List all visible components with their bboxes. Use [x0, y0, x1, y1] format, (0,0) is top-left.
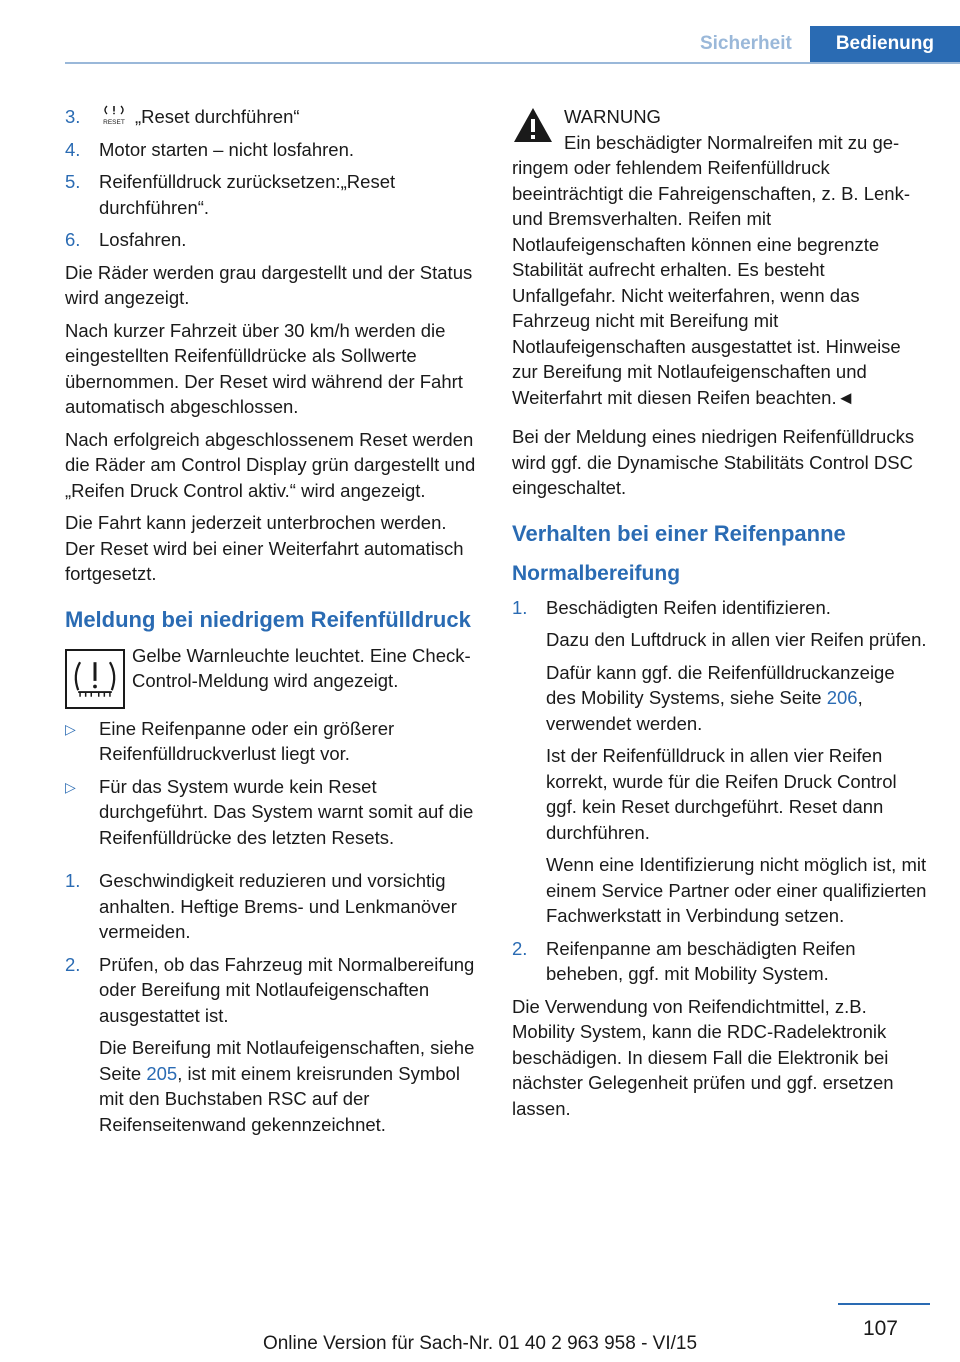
list-item	[65, 137, 477, 163]
step-text: Losfahren.	[99, 229, 187, 250]
step-text: Geschwindigkeit reduzieren und vorsichtig anhalten. Heftige Brems- und Lenkmanöver vermeiden.	[99, 870, 457, 942]
step-text: Prüfen, ob das Fahrzeug mit Normalbereifung oder Bereifung mit Notlaufeigenschaften ausgestattet ist.	[99, 953, 475, 1026]
paragraph: Die Räder werden grau dargestellt und der Status wird angezeigt.	[65, 261, 473, 308]
step-subtext: Dazu den Luftdruck in allen vier Reifen prüfen.	[546, 629, 927, 650]
warning-text-start: Ein beschädigter Normalreifen mit zu ge-	[564, 131, 900, 153]
list-item	[65, 169, 477, 220]
page-number: 107	[862, 1317, 898, 1340]
footer-divider	[838, 1303, 930, 1305]
step-text: Reifenfülldruck zurücksetzen:„Reset durchführen“.	[99, 171, 396, 218]
bullet-triangle-icon: ▷	[65, 778, 76, 795]
list-item	[65, 952, 477, 1138]
warning-title: WARNUNG	[564, 106, 661, 127]
list-item	[65, 774, 477, 851]
paragraph: Die Verwendung von Reifendichtmittel, z.B. Mobility System, kann die RDC-Radelektronik beschädigen. In diesem Fall die Elektronik bei nächster Gelegenheit prüfen und ggf. ersetzen lassen.	[512, 995, 894, 1119]
right-column	[512, 104, 928, 1128]
list-item	[65, 227, 477, 253]
warning-text: ringem oder fehlendem Reifenfülldruck beeinträchtigt die Fahreigenschaften, z. B. Lenk- und Bremsverhalten. Reifen mit Notlaufeigenschaften können eine begrenzte Stabilität aufrecht erhalten. Es besteht Unfallgefahr. Nicht weiterfahren, wenn das Fahrzeug nicht mit Bereifung mit Notlaufeigenschaften ausgestattet ist. Hinweise zur Bereifung mit Notlaufeigenschaften und Weiterfahrt mit diesen Reifen beachten.◄	[512, 157, 910, 408]
step-text: „Reset durchführen“	[135, 106, 300, 127]
step-text: Motor starten – nicht losfahren.	[99, 138, 355, 160]
footer-text: Online Version für Sach-Nr. 01 40 2 963 958 - VI/15	[262, 1333, 698, 1354]
step-number: 5.	[65, 171, 81, 192]
subsection-heading: Normalbereifung	[512, 561, 681, 585]
step-number: 4.	[65, 138, 81, 160]
warning-box	[512, 104, 928, 410]
list-item	[65, 868, 477, 945]
step-subtext: Die Bereifung mit Notlaufeigenschaften, siehe Seite 205, ist mit einem kreisrunden Symbol mit den Buchstaben RSC auf der Reifenseitenwand gekennzeichnet.	[99, 1037, 475, 1135]
warning-light-note	[65, 643, 477, 709]
step-subtext: Wenn eine Identifizierung nicht möglich ist, mit einem Service Partner oder einer qualifizierten Fachwerkstatt in Verbindung setzen.	[546, 854, 927, 926]
section-heading: Meldung bei niedrigem Reifenfülldruck	[65, 606, 471, 632]
step-text: Beschädigten Reifen identifizieren.	[546, 596, 831, 618]
step-number: 3.	[65, 106, 81, 127]
header-divider	[65, 62, 960, 64]
section-heading: Verhalten bei einer Reifenpanne	[512, 520, 846, 546]
step-number: 1.	[65, 870, 81, 891]
bullet-text: Für das System wurde kein Reset durchgeführt. Das System warnt somit auf die Reifenfülldrücke des letzten Resets.	[99, 775, 474, 848]
bullet-text: Eine Reifenpanne oder ein größerer Reifenfülldruckverlust liegt vor.	[99, 717, 395, 764]
step-number: 2.	[512, 937, 528, 959]
paragraph: Bei der Meldung eines niedrigen Reifenfülldrucks wird ggf. die Dynamische Stabilitäts Control DSC eingeschaltet.	[512, 426, 915, 498]
paragraph: Die Fahrt kann jederzeit unterbrochen werden. Der Reset wird bei einer Weiterfahrt automatisch fortgesetzt.	[65, 512, 464, 584]
step-subtext: Dafür kann ggf. die Reifenfülldruckanzeige des Mobility Systems, siehe Seite 206, verwendet werden.	[546, 661, 895, 734]
reset-button-icon	[99, 104, 129, 126]
page-link[interactable]: 206	[826, 687, 858, 708]
warning-light-text: Gelbe Warnleuchte leuchtet. Eine Check-Control-Meldung wird angezeigt.	[132, 644, 471, 691]
step-number: 1.	[512, 596, 528, 618]
paragraph: Nach kurzer Fahrzeit über 30 km/h werden die eingestellten Reifenfülldrücke als Sollwerte übernommen. Der Reset wird während der Fahrt automatisch abgeschlossen.	[65, 319, 463, 417]
left-column	[65, 104, 477, 1144]
step-number: 6.	[65, 229, 81, 250]
tab-bedienung[interactable]: Bedienung	[810, 26, 960, 62]
step-number: 2.	[65, 953, 81, 975]
list-item	[512, 595, 928, 929]
tab-sicherheit[interactable]: Sicherheit	[682, 26, 810, 62]
warning-triangle-icon	[512, 106, 554, 144]
tire-pressure-warning-icon	[65, 649, 125, 709]
list-item	[65, 716, 477, 767]
list-item	[65, 104, 477, 130]
page-link[interactable]: 205	[146, 1062, 178, 1084]
paragraph: Nach erfolgreich abgeschlossenem Reset werden die Räder am Control Display grün dargestellt und „Reifen Druck Control aktiv.“ wird angezeigt.	[65, 428, 476, 501]
list-item	[512, 936, 928, 987]
bullet-triangle-icon: ▷	[65, 720, 76, 737]
svg-text:RESET: RESET	[103, 119, 125, 126]
step-subtext: Ist der Reifenfülldruck in allen vier Reifen korrekt, wurde für die Reifen Druck Control ggf. kein Reset durchgeführt. Reset dann durchführen.	[546, 745, 897, 843]
step-text: Reifenpanne am beschädigten Reifen beheben, ggf. mit Mobility System.	[546, 937, 856, 984]
page-header	[682, 26, 960, 62]
